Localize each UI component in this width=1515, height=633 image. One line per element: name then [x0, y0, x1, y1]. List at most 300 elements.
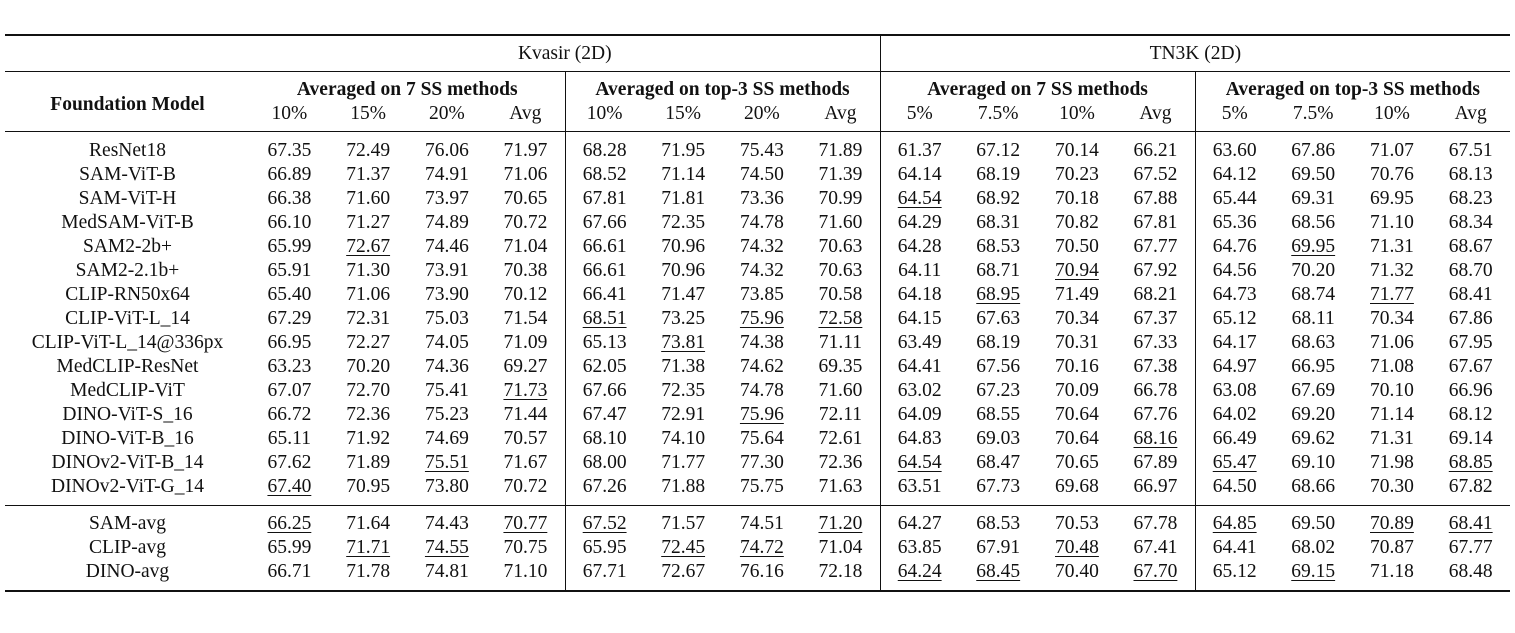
score-cell: 72.27 — [346, 332, 391, 353]
model-name: MedCLIP-ViT — [70, 380, 185, 401]
score-cell: 71.64 — [329, 506, 408, 537]
score-cell: 67.82 — [1448, 476, 1493, 497]
score-cell: 73.90 — [424, 284, 469, 305]
score-cell: 70.34 — [1370, 308, 1414, 329]
model-name: DINOv2-ViT-B_14 — [51, 452, 204, 473]
score-cell: 66.71 — [250, 560, 329, 591]
table-row — [5, 187, 1510, 211]
score-cell: 68.47 — [976, 452, 1021, 473]
score-cell: 70.65 — [503, 188, 548, 209]
score-cell: 72.67 — [644, 560, 723, 591]
score-cell: 66.97 — [1133, 476, 1178, 497]
score-cell: 64.28 — [880, 235, 959, 259]
score-cell: 71.97 — [486, 132, 565, 164]
score-cell: 70.72 — [503, 476, 548, 497]
percentage-header: 5% — [1195, 102, 1274, 132]
score-cell: 64.54 — [880, 187, 959, 211]
table-body — [5, 132, 1510, 592]
score-cell: 68.45 — [959, 560, 1038, 591]
score-cell: 67.51 — [1431, 132, 1510, 164]
score-cell: 67.66 — [565, 211, 644, 235]
score-cell: 67.73 — [976, 476, 1021, 497]
score-cell: 74.36 — [424, 356, 469, 377]
score-cell: 72.35 — [661, 380, 706, 401]
score-cell: 71.30 — [346, 260, 391, 281]
score-cell: 70.20 — [346, 356, 391, 377]
score-cell: 65.12 — [1195, 307, 1274, 331]
percentage-header: 10% — [1059, 103, 1095, 124]
score-cell: 63.02 — [880, 379, 959, 403]
score-cell: 69.95 — [1291, 236, 1336, 257]
score-cell: 71.31 — [1370, 428, 1414, 449]
score-cell: 67.77 — [1133, 236, 1178, 257]
score-cell: 76.16 — [723, 560, 802, 591]
score-cell: 68.12 — [1448, 404, 1493, 425]
score-cell: 69.95 — [1370, 188, 1414, 209]
table-row — [5, 560, 1510, 591]
score-cell: 70.40 — [1038, 560, 1117, 591]
model-name: CLIP-avg — [89, 537, 166, 558]
score-cell: 68.71 — [976, 260, 1021, 281]
score-cell: 72.36 — [346, 404, 391, 425]
score-cell: 72.31 — [346, 308, 391, 329]
score-cell: 72.11 — [818, 404, 862, 425]
group-header: Averaged on 7 SS methods — [296, 79, 518, 100]
score-cell: 67.35 — [250, 132, 329, 164]
percentage-header: Avg — [509, 103, 542, 124]
score-cell: 73.97 — [424, 188, 469, 209]
score-cell: 71.04 — [818, 537, 863, 558]
model-name: SAM2-2.1b+ — [75, 260, 180, 281]
percentage-header: 15% — [350, 103, 386, 124]
score-cell: 63.49 — [880, 331, 959, 355]
score-cell: 70.77 — [486, 506, 565, 537]
score-cell: 65.13 — [565, 331, 644, 355]
score-cell: 70.38 — [503, 260, 548, 281]
score-cell: 68.63 — [1291, 332, 1336, 353]
score-cell: 69.20 — [1291, 404, 1336, 425]
score-cell: 71.95 — [644, 132, 723, 164]
score-cell: 70.96 — [661, 260, 706, 281]
table-row — [5, 427, 1510, 451]
score-cell: 70.87 — [1370, 537, 1414, 558]
score-cell: 71.09 — [503, 332, 548, 353]
score-cell: 70.65 — [1055, 452, 1099, 473]
percentage-header: 5% — [880, 102, 959, 132]
score-cell: 71.60 — [346, 188, 391, 209]
score-cell: 64.50 — [1195, 475, 1274, 506]
score-cell: 75.41 — [424, 380, 469, 401]
score-cell: 71.44 — [503, 404, 548, 425]
score-cell: 65.95 — [565, 536, 644, 560]
score-cell: 71.10 — [486, 560, 565, 591]
score-cell: 67.78 — [1116, 506, 1195, 537]
score-cell: 73.91 — [424, 260, 469, 281]
score-cell: 70.57 — [503, 428, 548, 449]
table-row — [5, 259, 1510, 283]
score-cell: 70.09 — [1055, 380, 1099, 401]
score-cell: 73.80 — [424, 476, 469, 497]
score-cell: 67.12 — [959, 132, 1038, 164]
model-name: DINO-avg — [5, 560, 250, 591]
score-cell: 71.98 — [1370, 452, 1414, 473]
group-header: Averaged on top-3 SS methods — [565, 72, 880, 103]
results-table — [5, 34, 1510, 592]
score-cell: 68.55 — [976, 404, 1021, 425]
score-cell: 74.43 — [408, 506, 487, 537]
score-cell: 74.91 — [424, 164, 469, 185]
score-cell: 74.62 — [739, 356, 784, 377]
score-cell: 64.15 — [880, 307, 959, 331]
score-cell: 64.41 — [1195, 536, 1274, 560]
percentage-header: Avg — [1454, 103, 1487, 124]
percentage-header: 10% — [271, 103, 308, 124]
score-cell: 67.81 — [565, 187, 644, 211]
score-cell: 63.51 — [880, 475, 959, 506]
score-cell: 67.71 — [565, 560, 644, 591]
score-cell: 68.10 — [565, 427, 644, 451]
score-cell: 67.26 — [565, 475, 644, 506]
score-cell: 63.23 — [267, 356, 312, 377]
score-cell: 68.70 — [1448, 260, 1493, 281]
score-cell: 66.21 — [1116, 132, 1195, 164]
score-cell: 69.10 — [1291, 452, 1336, 473]
model-name: ResNet18 — [5, 132, 250, 164]
score-cell: 61.37 — [880, 132, 959, 164]
model-name: MedSAM-ViT-B — [61, 212, 194, 233]
score-cell: 70.63 — [818, 260, 863, 281]
score-cell: 71.67 — [503, 452, 548, 473]
score-cell: 71.81 — [661, 188, 706, 209]
score-cell: 66.78 — [1133, 380, 1178, 401]
score-cell: 71.08 — [1370, 356, 1414, 377]
score-cell: 69.15 — [1274, 560, 1353, 591]
score-cell: 67.66 — [565, 379, 644, 403]
score-cell: 66.95 — [267, 332, 312, 353]
dataset-header-row — [5, 35, 1510, 72]
score-cell: 66.61 — [565, 259, 644, 283]
score-cell: 69.35 — [818, 356, 863, 377]
model-name: CLIP-RN50x64 — [65, 284, 190, 305]
score-cell: 72.49 — [329, 132, 408, 164]
score-cell: 71.14 — [661, 164, 706, 185]
score-cell: 68.51 — [565, 307, 644, 331]
score-cell: 66.89 — [267, 164, 312, 185]
score-cell: 66.49 — [1195, 427, 1274, 451]
percentage-header: 15% — [665, 103, 701, 124]
score-cell: 62.05 — [565, 355, 644, 379]
percentage-header: Avg — [1139, 103, 1172, 124]
score-cell: 68.67 — [1448, 236, 1493, 257]
score-cell: 68.28 — [565, 132, 644, 164]
table-row — [5, 211, 1510, 235]
score-cell: 71.04 — [503, 236, 548, 257]
score-cell: 68.11 — [1291, 308, 1335, 329]
score-cell: 75.03 — [424, 308, 469, 329]
score-cell: 65.12 — [1195, 560, 1274, 591]
score-cell: 67.56 — [976, 356, 1021, 377]
score-cell: 75.23 — [424, 404, 469, 425]
score-cell: 67.63 — [976, 308, 1021, 329]
table-row — [5, 506, 1510, 537]
score-cell: 71.32 — [1370, 260, 1414, 281]
score-cell: 72.18 — [801, 560, 880, 591]
score-cell: 66.72 — [267, 404, 312, 425]
score-cell: 67.41 — [1133, 537, 1178, 558]
score-cell: 67.69 — [1291, 380, 1336, 401]
score-cell: 68.66 — [1291, 476, 1336, 497]
foundation-model-header: Foundation Model — [50, 93, 205, 115]
score-cell: 71.06 — [1370, 332, 1414, 353]
percentage-header: 10% — [1374, 103, 1410, 124]
model-name: DINOv2-ViT-G_14 — [50, 476, 204, 497]
score-cell: 68.74 — [1291, 284, 1336, 305]
table-row — [5, 536, 1510, 560]
score-cell: 67.23 — [976, 380, 1021, 401]
model-name: SAM-ViT-B — [79, 164, 176, 185]
score-cell: 68.21 — [1133, 284, 1178, 305]
score-cell: 70.64 — [1055, 404, 1099, 425]
empty-header-cell — [5, 35, 250, 72]
score-cell: 66.61 — [565, 235, 644, 259]
score-cell: 71.63 — [818, 476, 863, 497]
score-cell: 67.77 — [1448, 537, 1493, 558]
score-cell: 64.41 — [880, 355, 959, 379]
score-cell: 74.78 — [739, 380, 784, 401]
score-cell: 68.53 — [959, 506, 1038, 537]
score-cell: 64.11 — [880, 259, 959, 283]
model-name: CLIP-ViT-L_14@336px — [31, 332, 224, 353]
score-cell: 71.92 — [346, 428, 391, 449]
score-cell: 70.96 — [661, 236, 706, 257]
score-cell: 71.31 — [1370, 236, 1414, 257]
model-name: SAM2-2b+ — [82, 236, 172, 257]
score-cell: 70.63 — [818, 236, 863, 257]
score-cell: 69.03 — [976, 428, 1021, 449]
score-cell: 64.76 — [1195, 235, 1274, 259]
score-cell: 70.16 — [1055, 356, 1099, 377]
table-row — [5, 355, 1510, 379]
score-cell: 70.53 — [1038, 506, 1117, 537]
percentage-header: 10% — [565, 102, 644, 132]
score-cell: 66.96 — [1448, 380, 1493, 401]
score-cell: 68.16 — [1133, 428, 1178, 449]
score-cell: 71.27 — [346, 212, 391, 233]
table-row — [5, 307, 1510, 331]
score-cell: 67.47 — [565, 403, 644, 427]
score-cell: 77.30 — [739, 452, 784, 473]
group-header-row — [5, 72, 1510, 103]
score-cell: 71.20 — [801, 506, 880, 537]
score-cell: 64.27 — [880, 506, 959, 537]
score-cell: 68.19 — [976, 332, 1021, 353]
score-cell: 63.08 — [1195, 379, 1274, 403]
score-cell: 70.64 — [1055, 428, 1099, 449]
score-cell: 67.95 — [1448, 332, 1493, 353]
score-cell: 68.19 — [976, 164, 1021, 185]
group-header: Averaged on 7 SS methods — [880, 72, 1195, 103]
score-cell: 71.06 — [503, 164, 548, 185]
table-row — [5, 451, 1510, 475]
score-cell: 69.31 — [1291, 188, 1336, 209]
score-cell: 74.51 — [723, 506, 802, 537]
score-cell: 66.25 — [250, 506, 329, 537]
score-cell: 74.89 — [424, 212, 469, 233]
score-cell: 69.50 — [1291, 164, 1336, 185]
score-cell: 68.31 — [976, 212, 1021, 233]
table-row — [5, 163, 1510, 187]
score-cell: 65.99 — [267, 537, 312, 558]
score-cell: 73.81 — [661, 332, 706, 353]
score-cell: 74.81 — [408, 560, 487, 591]
score-cell: 67.37 — [1133, 308, 1178, 329]
score-cell: 74.38 — [739, 332, 784, 353]
score-cell: 64.17 — [1195, 331, 1274, 355]
score-cell: 70.72 — [503, 212, 548, 233]
score-cell: 68.41 — [1448, 284, 1493, 305]
score-cell: 67.91 — [976, 537, 1021, 558]
table-row — [5, 132, 1510, 164]
score-cell: 67.86 — [1448, 308, 1493, 329]
score-cell: 74.78 — [739, 212, 784, 233]
score-cell: 64.56 — [1195, 259, 1274, 283]
score-cell: 67.67 — [1448, 356, 1493, 377]
score-cell: 67.33 — [1133, 332, 1178, 353]
score-cell: 69.27 — [503, 356, 548, 377]
score-cell: 69.50 — [1274, 506, 1353, 537]
score-cell: 68.95 — [976, 284, 1021, 305]
score-cell: 68.56 — [1291, 212, 1336, 233]
dataset-header-kvasir: Kvasir (2D) — [250, 35, 880, 72]
score-cell: 68.02 — [1291, 537, 1336, 558]
score-cell: 71.77 — [661, 452, 706, 473]
score-cell: 70.94 — [1055, 260, 1099, 281]
score-cell: 70.10 — [1370, 380, 1414, 401]
score-cell: 71.11 — [818, 332, 862, 353]
score-cell: 68.34 — [1448, 212, 1493, 233]
score-cell: 70.82 — [1055, 212, 1099, 233]
score-cell: 67.89 — [1133, 452, 1178, 473]
score-cell: 72.70 — [346, 380, 391, 401]
score-cell: 72.91 — [661, 404, 706, 425]
score-cell: 68.00 — [565, 451, 644, 475]
score-cell: 76.06 — [408, 132, 487, 164]
model-name: MedCLIP-ResNet — [56, 356, 199, 377]
score-cell: 65.40 — [267, 284, 312, 305]
score-cell: 70.95 — [346, 476, 391, 497]
score-cell: 64.85 — [1195, 506, 1274, 537]
score-cell: 66.41 — [565, 283, 644, 307]
score-cell: 67.07 — [267, 380, 312, 401]
dataset-header-tn3k: TN3K (2D) — [880, 35, 1510, 72]
score-cell: 71.06 — [346, 284, 391, 305]
score-cell: 68.41 — [1431, 506, 1510, 537]
score-cell: 71.60 — [818, 380, 863, 401]
score-cell: 67.70 — [1116, 560, 1195, 591]
score-cell: 64.29 — [880, 211, 959, 235]
table-row — [5, 331, 1510, 355]
score-cell: 72.35 — [661, 212, 706, 233]
score-cell: 70.48 — [1055, 537, 1099, 558]
score-cell: 71.18 — [1353, 560, 1432, 591]
score-cell: 66.38 — [267, 188, 312, 209]
score-cell: 70.89 — [1353, 506, 1432, 537]
score-cell: 75.43 — [723, 132, 802, 164]
score-cell: 65.11 — [267, 428, 311, 449]
score-cell: 74.10 — [661, 428, 706, 449]
score-cell: 68.48 — [1431, 560, 1510, 591]
score-cell: 67.92 — [1133, 260, 1178, 281]
score-cell: 73.85 — [739, 284, 784, 305]
table-row — [5, 403, 1510, 427]
score-cell: 71.54 — [503, 308, 548, 329]
score-cell: 68.53 — [976, 236, 1021, 257]
score-cell: 70.99 — [818, 188, 863, 209]
table-row — [5, 475, 1510, 506]
score-cell: 64.02 — [1195, 403, 1274, 427]
score-cell: 75.75 — [739, 476, 784, 497]
score-cell: 64.24 — [880, 560, 959, 591]
score-cell: 67.52 — [1133, 164, 1178, 185]
score-cell: 71.39 — [818, 164, 863, 185]
score-cell: 68.52 — [565, 163, 644, 187]
score-cell: 73.25 — [661, 308, 706, 329]
score-cell: 71.88 — [661, 476, 706, 497]
score-cell: 74.69 — [424, 428, 469, 449]
score-cell: 74.32 — [739, 236, 784, 257]
score-cell: 70.75 — [503, 537, 548, 558]
score-cell: 75.96 — [739, 404, 784, 425]
model-name: SAM-ViT-H — [78, 188, 177, 209]
score-cell: 75.51 — [424, 452, 469, 473]
score-cell: 74.05 — [424, 332, 469, 353]
score-cell: 67.52 — [565, 506, 644, 537]
score-cell: 71.49 — [1055, 284, 1099, 305]
score-cell: 71.10 — [1370, 212, 1414, 233]
score-cell: 64.83 — [880, 427, 959, 451]
score-cell: 69.62 — [1291, 428, 1336, 449]
score-cell: 65.44 — [1195, 187, 1274, 211]
score-cell: 67.81 — [1133, 212, 1178, 233]
score-cell: 71.89 — [801, 132, 880, 164]
score-cell: 70.23 — [1055, 164, 1099, 185]
score-cell: 67.29 — [267, 308, 312, 329]
score-cell: 72.61 — [818, 428, 863, 449]
score-cell: 68.85 — [1448, 452, 1493, 473]
score-cell: 70.20 — [1291, 260, 1336, 281]
score-cell: 71.73 — [503, 380, 548, 401]
score-cell: 64.12 — [1195, 163, 1274, 187]
score-cell: 70.12 — [503, 284, 548, 305]
score-cell: 69.68 — [1055, 476, 1099, 497]
percentage-header: 20% — [744, 103, 780, 124]
score-cell: 68.92 — [976, 188, 1021, 209]
model-name: DINO-ViT-S_16 — [62, 404, 193, 425]
percentage-header: Avg — [824, 103, 857, 124]
score-cell: 71.37 — [346, 164, 391, 185]
score-cell: 71.47 — [661, 284, 706, 305]
score-cell: 65.91 — [267, 260, 312, 281]
score-cell: 74.50 — [739, 164, 784, 185]
table-row — [5, 283, 1510, 307]
table-row — [5, 235, 1510, 259]
score-cell: 63.60 — [1195, 132, 1274, 164]
score-cell: 72.36 — [818, 452, 863, 473]
score-cell: 71.38 — [661, 356, 706, 377]
score-cell: 70.50 — [1055, 236, 1099, 257]
score-cell: 75.64 — [739, 428, 784, 449]
score-cell: 64.54 — [880, 451, 959, 475]
